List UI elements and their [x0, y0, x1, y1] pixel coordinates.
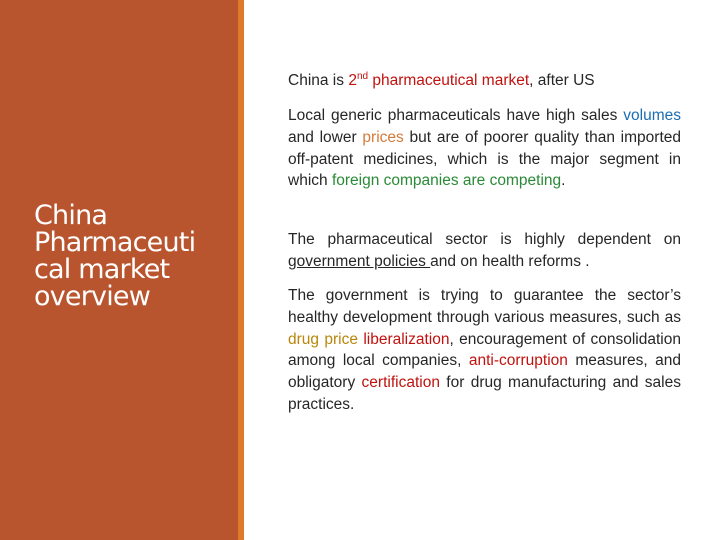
slide-title	[34, 202, 234, 310]
underlined-government-policies: government policies	[288, 252, 431, 270]
p3-text-b: and on health reforms .	[430, 252, 590, 270]
p4-text-b: , encouragement of consolidation among local companies,	[288, 330, 681, 370]
p2-text-a: Local generic pharmaceuticals have high sales	[288, 107, 624, 124]
p4-text-a: The government is trying to guarantee the sector’s healthy development through various measures, such as	[288, 287, 681, 326]
highlight-drug-price: drug price	[288, 330, 364, 348]
paragraph-government-dependence	[288, 229, 681, 273]
title-line-3: cal market	[34, 254, 170, 285]
accent-divider-bar	[238, 0, 244, 540]
highlight-certification: certification	[361, 374, 440, 392]
p1-text-c: , after US	[529, 72, 595, 89]
highlight-anti-corruption: anti-corruption	[468, 352, 568, 370]
highlight-foreign-companies: foreign companies are competing	[331, 172, 562, 190]
p2-text-b: and lower	[288, 128, 363, 146]
highlight-volumes: volumes	[623, 107, 681, 124]
title-line-2: Pharmaceuti	[34, 227, 196, 258]
paragraph-government-measures	[288, 285, 681, 416]
rank-suffix: nd	[356, 71, 369, 82]
title-line-4: overview	[34, 281, 150, 312]
paragraph-market-rank	[288, 70, 681, 92]
title-line-1: China	[34, 200, 108, 231]
p3-text-a: The pharmaceutical sector is highly dependent on	[288, 231, 681, 248]
p4-text-c: measures, and obligatory	[288, 352, 681, 392]
p4-text-d: for drug manufacturing and sales practices.	[288, 374, 681, 413]
paragraph-local-generics	[288, 105, 681, 192]
highlight-liberalization: liberalization	[363, 330, 450, 348]
rank-number	[348, 72, 368, 89]
p1-text-a: China is	[288, 72, 349, 89]
highlight-pharma-market: pharmaceutical market	[372, 72, 530, 89]
rank-num: 2	[348, 72, 357, 89]
p2-text-d: .	[561, 172, 566, 190]
highlight-prices: prices	[362, 128, 404, 146]
p2-text-c: but are of poorer quality than imported off-patent medicines, which is the major segment in which	[288, 128, 681, 190]
